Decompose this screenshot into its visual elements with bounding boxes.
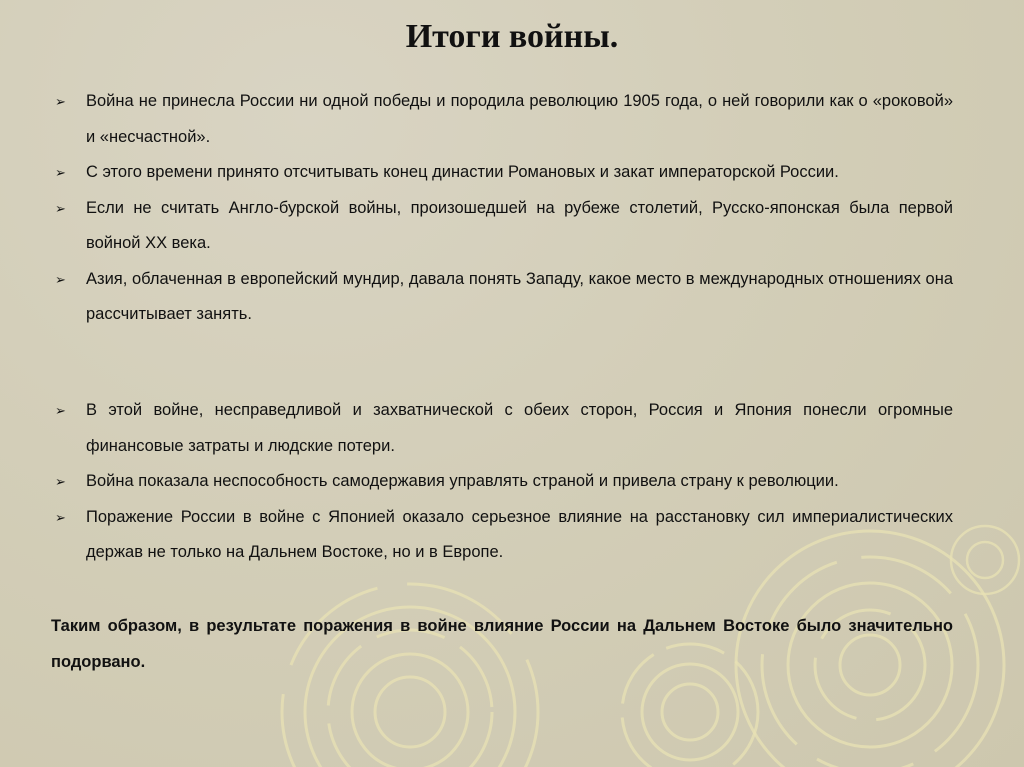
list-item <box>55 393 953 464</box>
bullet-list-top <box>55 84 953 333</box>
arrow-bullet-icon: ➢ <box>55 403 66 418</box>
bullet-list-bottom <box>55 393 953 571</box>
arrow-bullet-icon: ➢ <box>55 94 66 109</box>
list-item <box>55 155 953 191</box>
arrow-bullet-icon: ➢ <box>55 271 66 287</box>
list-item-text: В этой войне, несправедливой и захватнической с обеих сторон, Россия и Япония понесли огромные финансовые затраты и людские потери. <box>86 401 953 455</box>
list-item-text: Если не считать Англо-бурской войны, произошедшей на рубеже столетий, Русско-японская была первой войной XX века. <box>86 198 953 252</box>
list-item <box>55 191 953 262</box>
list-item <box>55 464 953 500</box>
list-item-text: Война показала неспособность самодержавия управлять страной и привела страну к революции. <box>86 472 839 490</box>
list-item-text: Азия, облаченная в европейский мундир, давала понять Западу, какое место в международных отношениях она рассчитывает занять. <box>86 269 953 323</box>
list-item <box>55 262 953 333</box>
arrow-bullet-icon: ➢ <box>55 165 66 180</box>
arrow-bullet-icon: ➢ <box>55 474 66 489</box>
slide-title: Итоги войны. <box>405 18 619 55</box>
list-item-text: Поражение России в войне с Японией оказало серьезное влияние на расстановку сил империалистических держав не только на Дальнем Востоке, но и в Европе. <box>86 507 953 561</box>
list-item <box>55 500 953 571</box>
arrow-bullet-icon: ➢ <box>55 200 66 216</box>
arrow-bullet-icon: ➢ <box>55 509 66 525</box>
list-item-text: С этого времени принято отсчитывать конец династии Романовых и закат императорской России. <box>86 163 839 181</box>
conclusion-text: Таким образом, в результате поражения в войне влияние России на Дальнем Востоке было значительно подорвано. <box>51 617 953 671</box>
list-item <box>55 84 953 155</box>
ripple-small <box>951 526 1019 594</box>
list-item-text: Война не принесла России ни одной победы и породила революцию 1905 года, о ней говорили как о «роковой» и «несчастной». <box>86 92 953 146</box>
